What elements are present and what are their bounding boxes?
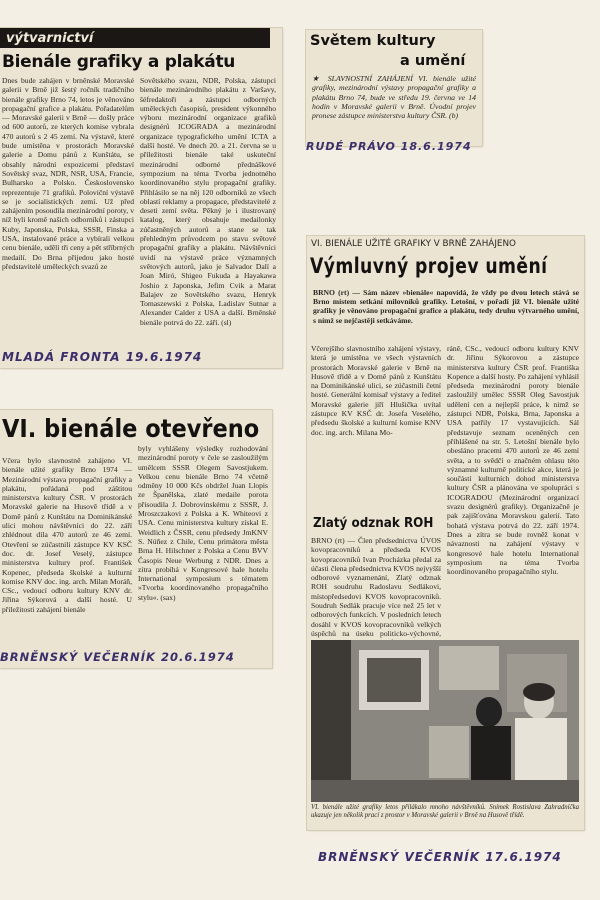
exhibition-photo-drawing (311, 640, 579, 802)
photo-caption: VI. bienále užité grafiky letos přilákalo mnoho návštěvníků. Snímek Rostislava Zahradníčka ukazuje jen několik prací z prostor v Moravské galerii v Brně na Husově třídě. (311, 804, 579, 819)
clip3-sub-headline: Zlatý odznak ROH (313, 516, 434, 531)
clip2-headline-1: Světem kultury (310, 33, 436, 49)
clip4-column-1: Včera bylo slavnostně zahájeno VI. bienále užité grafiky Brno 1974 — Mezinárodní výstava propagační grafiky a plakátu, pořádaná pod záštitou ministerstva kultury ČSR. V prostorách Moravské galerie na Husově třídě a v Domě pánů z Kunštátu na Dominikánské ulici mohou návštěvníci do 22. září zhlédnout díla 470 autorů ze 46 zemí. Otevření se zúčastnili zástupce KV KSČ doc. dr. Josef Veselý, zástupce ministerstva kultury prof. František Kopenec, předseda školské a kulturní komise KNV doc. ing. arch. Milan Moráň, CSc., vedoucí odboru kultury KNV dr. Jiřina Sýkorová a další hosté. U příležitosti zahájení bienále (2, 456, 132, 614)
clip-mlada-fronta (0, 28, 282, 368)
clip4-source-note: BRNĚNSKÝ VEČERNÍK 20.6.1974 (0, 650, 235, 664)
clip2-headline-2: a umění (400, 53, 466, 69)
clip2-body: ★ SLAVNOSTNÍ ZAHÁJENÍ VI. bienále užité grafiky, mezinárodní výstavy propagační grafiky a plakátu Brno 74, bude ve středu 19. června ve 14 hodin v Moravské galerii v Brně. Úvodní projev pronese zástupce ministerstva kultury ČSR. (b) (312, 74, 476, 121)
clip3-kicker: VI. BIENÁLE UŽITÉ GRAFIKY V BRNĚ ZAHÁJENO (311, 239, 516, 249)
clip-brnensky-vecernik-20 (0, 410, 272, 668)
section-bar (0, 28, 270, 48)
clip3-headline: Výmluvný projev umění (310, 254, 548, 278)
clip1-headline: Bienále grafiky a plakátu (2, 52, 236, 72)
clip4-headline: VI. bienále otevřeno (2, 414, 260, 443)
clip1-source-note: MLADÁ FRONTA 19.6.1974 (2, 350, 203, 364)
section-label: výtvarnictví (6, 31, 94, 46)
clip1-column-2: Sovětského svazu, NDR, Polska, zástupci bienále mezinárodního plakátu z Varšavy, šéfredaktoři a zástupci odborných uměleckých časopisů, president výkonného výboru mezinárodní organizace grafiků designérů ICOGRADA a mezinárodní organizace typografického umění ICTA a další hosté. Ve dnech 20. a 21. června se u příležitosti bienále také uskuteční mezinárodní odborné přednáškové sympozium na téma Tvorba jednotného koordinovaného stylu propagační grafiky. Přihlásilo se na něj 120 odborníků ze všech oblastí reklamy a propagace, představitelé z deseti zemí světa. Pěkný je i ilustrovaný katalog, který obsahuje medailonky zúčastněných autorů a stane se tak přehledným průvodcem po stavu světové propagační grafiky a plakátu. Návštěvníci uvidí na výstavě práce významných světových autorů, jako je Salvador Dalí a Joan Miró, Shigeo Fukuda a Hayakawa Joshio z Japonska, Jefim Cvik a Marat Balajev ze Sovětského svazu, Henryk Tomaszewski z Polska, Ladislav Sutnar a Alexander Calder z USA a další. Brněnské bienále potrvá do 22. září. (sl) (140, 76, 276, 327)
clip3-sub-body: BRNO (rt) — Člen předsednictva ÚVOS kovopracovníků a předseda KVOS kovopracovníků Ivan Procházka předal za účasti člena předsednictva KVOS nejvyšší odborové vyznamenání, Zlatý odznak ROH soudruhu Radoslavu Sedlákovi, místopředsedovi KVOS kovopracovníků. Soudruh Sedlák pracuje více než 25 let v odborových funkcích. V posledních letech dosáhl v KVOS kovopracovníků velkých úspěchů na úseku politicko-výchovné, (311, 536, 441, 638)
clip1-column-1: Dnes bude zahájen v brněnské Moravské galerii v Brně již šestý ročník tradičního bienále grafiky Brno 74, letos je věnováno propagační grafice a plakátu. Pořadatelům — Moravské galerii v Brně — došly práce od 600 autorů, ze kterých komise vybrala 470 autorů s 2 45 zemí. Na výstavě, které bude umístěna v prostorách Moravské galerie a Domu pánů z Kunštátu, se obsahly národní expozicemi představí Sovětský svaz, NDR, NSR, USA, Francie, Bulharsko a Polsko. Československo reprezentuje 71 grafiků. Poloviční výstavě se je socialistických zemí. Už před zahájením posoudila mezinárodní poroty, v níž byli kromě našich odborníků i zástupci Kuby, Japonska, Polska, SSSR, Finska a USA, instalované práce a vybírali velkou cenu bienále, udělí tři ceny a pět stříbrných medailí. Do Brna přijedou jako hosté představitelé uměleckých svazů ze (2, 76, 134, 271)
clip-rude-pravo (306, 30, 482, 146)
clip-brnensky-vecernik-17 (307, 236, 584, 830)
clip3-source-note: BRNĚNSKÝ VEČERNÍK 17.6.1974 (318, 850, 562, 864)
clip4-column-2: byly vyhlášeny výsledky rozhodování mezinárodní poroty v čele se zasloužilým umělcem SSSR Olegem Savostjukem. Velkou cenu bienále Brno 74 včetně odměny 10 000 Kčs obdržel Juan Llopis ze Španělska, zlaté medaile porota přisoudila J. Dobrovinskému z SSSR, J. Mroszczakovi z Polska a K. Whiteovi z USA. Cenu ministerstva kultury získal E. Weidlich z ČSSR, cenu předsedy JmKNV S. Núñez z Chile, Cenu primátora města Brna H. Hilschner z Polska a Cenu BVV Časopis Neue Werbung z NDR. Dnes a zítra probíhá v Kongresové hale hotelu International symposium s tématem »Tvorba koordinovaného propagačního stylu«. (sax) (138, 444, 268, 602)
clip3-column-1: Včerejšího slavnostního zahájení výstavy, která je umístěna ve všech výstavních prostorách Moravské galerie v Brně na Husově třídě a v Domě pánů z Kunštátu na Dominikánské ulici, se zúčastnili četní hosté. Generální komisař výstavy a ředitel Moravské galerie jiří Hlušička uvítal zástupce KV KSČ dr. Josefa Veselého, předsedu školské a kulturní komise KNV doc. ing. arch. Milana Mo- (311, 344, 441, 437)
exhibition-photo (311, 640, 579, 802)
clip2-source-note: RUDÉ PRÁVO 18.6.1974 (306, 140, 472, 153)
clip3-column-2: ráně, CSc., vedoucí odboru kultury KNV dr. Jiřinu Sýkorovou a zástupce ministerstva kultury ČSR prof. Františka Kopence a další hosty. Po zahájení vyhlásil předseda mezinárodní poroty bienále zasloužilý umělec SSSR Oleg Savostjuk udělení cen a nejlepší práce, k nimž se zástupci NDR, Polska, Brna, Japonska a USA patřily 17 vystavujících. Sál představuje seznam oceněných cen přihlášené na str. 5. Letošní bienále bylo obesláno pracemi 470 autorů ze 46 zemí světa, a to svědčí o značném ohlasu této významné kulturně politické akce, která je součástí kulturních dohod ministerstva kultury ČSR a plánována ve spolupráci s ICOGRADOU (Mezinárodní organizací svazu designérů grafiky). Organizačně je pak zajišťována Moravskou galerií. Tato bohatá výstava potrvá do 22. září 1974. Dnes a zítra se bude rovněž konat v návaznosti na zahájení výstavy v kongresové hale hotelu International symposium na téma Tvorba koordinovaného propagačního stylu. (447, 344, 579, 577)
clip3-lead: BRNO (rt) — Sám název »bienále« napovídá, že vždy po dvou letech stává se Brno místem setkání milovníků grafiky. Letošní, v pořadí již VI. bienále užité grafiky je věnováno propagační grafice a plakátu, tedy druhu výtvarného umění, s nímž se nejčastěji setkáváme. (313, 288, 579, 325)
